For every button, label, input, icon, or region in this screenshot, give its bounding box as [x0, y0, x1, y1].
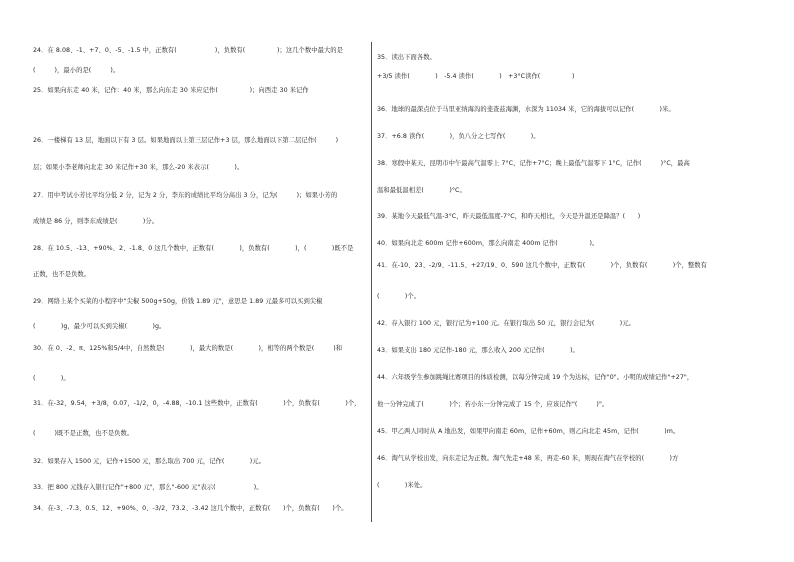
question-29-line-1: 29．网络上某个买菜的小程序中"尖椒 500g+50g，价钱 1.89 元"，意思是 1.89 元最多可以买到尖椒 [33, 298, 323, 305]
column-divider [371, 42, 372, 522]
question-29-line-2: ( )g，最少可以买到尖椒( )g。 [33, 323, 166, 330]
question-26-line-1: 26．一楼梯有 13 层，地面以下有 3 层。如果地面以上第三层记作+3 层，那么地面以下第二层记作( ) [33, 137, 339, 144]
question-24-line-2: ( )，最小的是( )。 [33, 67, 120, 74]
question-31-line-1: 31．在-32，9.54，+3/8，0.07，-1/2，0，-4.88，-10.1 这些数中，正数有( )个，负数有( )个， [33, 400, 361, 407]
question-41-line-2: ( )个。 [377, 293, 421, 300]
question-30-line-2: ( )。 [33, 375, 70, 382]
question-39: 39．某地今天最低气温-3°C，昨天最低温度-7°C，和昨天相比，今天是升温还是降温？( ) [377, 213, 641, 220]
question-27-line-1: 27．用中考试小芳比平均分低 2 分，记为 2 分，李东的成绩比平均分高出 3 分，记为( )；如果小芳的 [33, 192, 338, 199]
question-25: 25．如果向东走 40 米，记作：40 米，那么向东走 30 米应记作( )；向西走 30 米记作 [33, 87, 309, 94]
question-38-line-1: 38．寒假中某天，昆明市中午最高气温零上 7°C，记作+7°C；晚上最低气温零下 1°C，记作( )°C，最高 [377, 160, 690, 167]
question-46-line-1: 46．淘气从学校出发，向东走记为正数。淘气先走+48 米，再走-60 米，则现在淘气在学校的( )方 [377, 455, 679, 462]
question-27-line-2: 成绩是 86 分，则李东成绩是( )分。 [33, 218, 159, 225]
question-38-line-2: 温和最低温相差( )°C。 [377, 187, 466, 194]
question-46-line-2: ( )米处。 [377, 482, 427, 489]
question-42: 42．存入银行 100 元，银行记为+100 元。在银行取出 50 元，银行会记为( )元。 [377, 320, 635, 327]
question-36: 36．地球的最深点位于马里亚纳海沟的斐查兹海渊，水深为 11034 米，它的海拔可以记作( )米。 [377, 106, 675, 113]
question-40: 40．如果向北走 600m 记作+600m，那么向南走 400m 记作( )。 [377, 240, 599, 247]
question-32: 32．如果存入 1500 元，记作+1500 元，那么取出 700 元，记作( )元。 [33, 458, 266, 465]
question-26-line-2: 层；如果小李老师向北走 30 米记作+30 米，那么-20 米表示( )。 [33, 164, 244, 171]
question-35-title: 35．读出下面各数。 [377, 54, 436, 61]
question-45: 45．甲乙两人同时从 A 地出发，如果甲向南走 60m，记作+60m，则乙向北走 45m，记作( )m。 [377, 428, 680, 435]
question-33: 33．把 800 元钱存入银行记作"+800 元"，那么"-600 元"表示( )。 [33, 484, 263, 491]
question-30-line-1: 30．在 0、-2、π、125%和5/4中，自然数是( )，最大的数是( )，相等的两个数是( )和 [33, 345, 343, 352]
question-34: 34．在-3、-7.3、0.5、12、+90%、0、-3/2、73.2、-3.42 这几个数中，正数有( )个，负数有( )个。 [33, 505, 348, 512]
question-28-line-2: 正数，也不是负数。 [33, 271, 91, 278]
question-44-line-2: 他一分钟完成了( )个；若小东一分钟完成了 15 个，应该记作"( )"。 [377, 401, 609, 408]
question-24-line-1: 24．在 8.08、-1、+7、0、-5、-1.5 中，正数有( )，负数有( )；这几个数中最大的是 [33, 47, 343, 54]
question-31-line-2: ( )既不是正数，也不是负数。 [33, 430, 134, 437]
question-44-line-1: 44．六年级学生参加跳绳比赛项目的体质检测，以每分钟完成 19 个为达标，记作"0"。小明的成绩记作"+27"， [377, 374, 694, 381]
question-35-items: +3/5 读作( ) -5.4 读作( ) +3°C读作( ) [377, 73, 575, 80]
question-28-line-1: 28．在 10.5、-13、+90%、2、-1.8、0 这几个数中，正数有( )，负数有( )，( )既不是 [33, 245, 354, 252]
question-43: 43．如果支出 180 元记作-180 元，那么收入 200 元记作( )。 [377, 347, 579, 354]
question-41-line-1: 41．在-10、23、-2/9、-11.5、+27/19、0、590 这几个数中，正数有( )个，负数有( )个，整数有 [377, 262, 707, 269]
question-37: 37．+6.8 读作( )，负八分之七写作( )。 [377, 133, 540, 140]
